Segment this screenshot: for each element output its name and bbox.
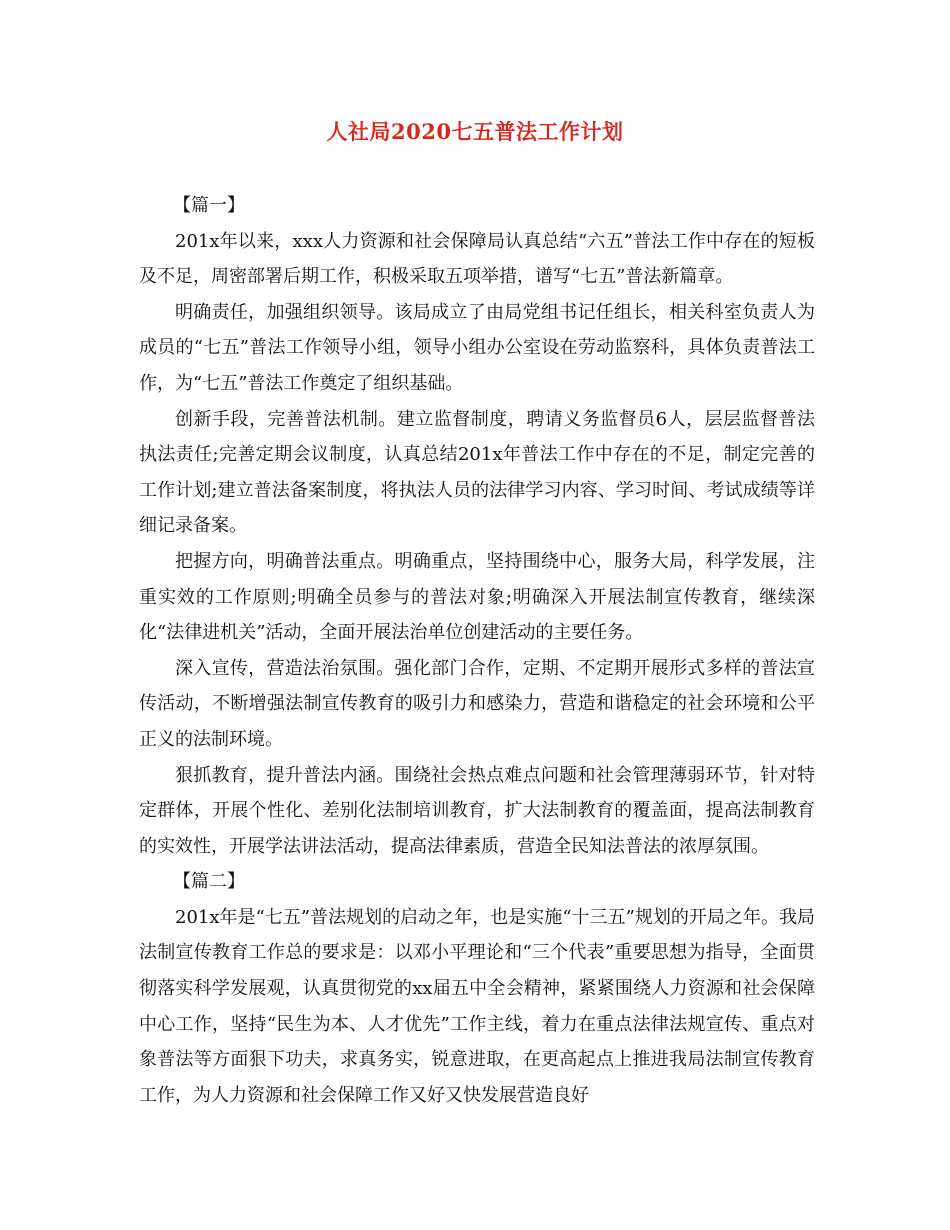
document-title: 人社局2020七五普法工作计划 [326, 119, 624, 144]
paragraph: 201x年是“七五”普法规划的启动之年，也是实施“十三五”规划的开局之年。我局法制宣传教育工作总的要求是：以邓小平理论和“三个代表”重要思想为指导，全面贯彻落实科学发展观，认真贯彻党的xx届五中全会精神，紧紧围绕人力资源和社会保障中心工作，坚持“民生为本、人才优先”工作主线，着力在重点法律法规宣传、重点对象普法等方面狠下功夫，求真务实，锐意进取，在更高起点上推进我局法制宣传教育工作，为人力资源和社会保障工作又好又快发展营造良好 [139, 906, 815, 1106]
paragraph: 把握方向，明确普法重点。明确重点，坚持围绕中心，服务大局，科学发展，注重实效的工作原则;明确全员参与的普法对象;明确深入开展法制宣传教育，继续深化“法律进机关”活动，全面开展法治单位创建活动的主要任务。 [139, 550, 815, 644]
paragraph: 201x年以来，xxx人力资源和社会保障局认真总结“六五”普法工作中存在的短板及不足，周密部署后期工作，积极采取五项举措，谱写“七五”普法新篇章。 [139, 230, 815, 288]
paragraph: 狠抓教育，提升普法内涵。围绕社会热点难点问题和社会管理薄弱环节，针对特定群体，开展个性化、差别化法制培训教育，扩大法制教育的覆盖面，提高法制教育的实效性，开展学法讲法活动，提高法律素质，营造全民知法普法的浓厚氛围。 [139, 764, 815, 857]
paragraph: 明确责任，加强组织领导。该局成立了由局党组书记任组长，相关科室负责人为成员的“七五”普法工作领导小组，领导小组办公室设在劳动监察科，具体负责普法工作，为“七五”普法工作奠定了组织基础。 [139, 301, 815, 394]
paragraph: 创新手段，完善普法机制。建立监督制度，聘请义务监督员6人，层层监督普法执法责任;完善定期会议制度，认真总结201x年普法工作中存在的不足，制定完善的工作计划;建立普法备案制度，将执法人员的法律学习内容、学习时间、考试成绩等详细记录备案。 [139, 408, 815, 537]
document-body [139, 188, 815, 1113]
paragraph: 深入宣传，营造法治氛围。强化部门合作，定期、不定期开展形式多样的普法宣传活动，不断增强法制宣传教育的吸引力和感染力，营造和谐稳定的社会环境和公平正义的法制环境。 [139, 657, 815, 750]
section-label: 【篇一】 [173, 195, 245, 216]
section-label: 【篇二】 [173, 871, 245, 893]
